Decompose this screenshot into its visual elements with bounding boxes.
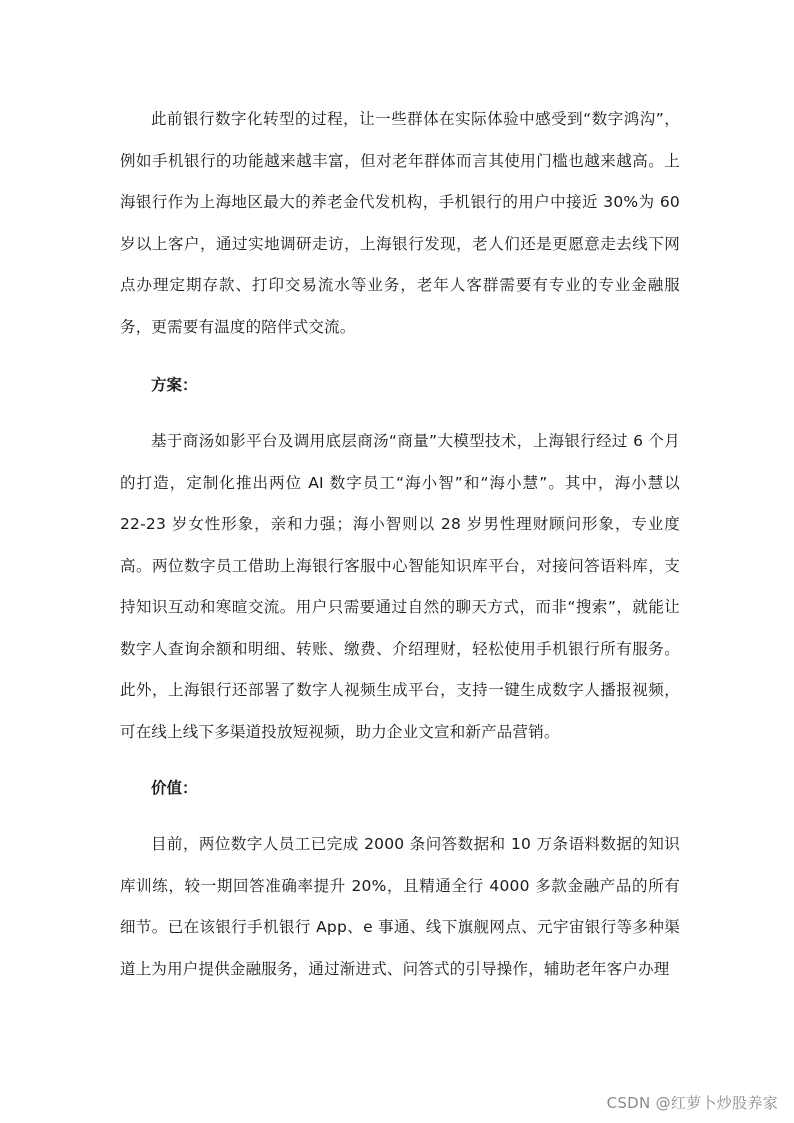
paragraph-value: 目前，两位数字人员工已完成 2000 条问答数据和 10 万条语料数据的知识库训练，较一期回答准确率提升 20%，且精通全行 4000 多款金融产品的所有细节。已在该银行手机银行 App、e 事通、线下旗舰网点、元宇宙银行等多种渠道上为用户提供金融服务，通过渐进式、问答式的引导操作，辅助老年客户办理	[120, 835, 680, 978]
paragraph-background: 此前银行数字化转型的过程，让一些群体在实际体验中感受到“数字鸿沟”，例如手机银行的功能越来越丰富，但对老年群体而言其使用门槛也越来越高。上海银行作为上海地区最大的养老金代发机构，手机银行的用户中接近 30%为 60 岁以上客户，通过实地调研走访，上海银行发现，老人们还是更愿意走去线下网点办理定期存款、打印交易流水等业务，老年人客群需要有专业的专业金融服务，更需要有温度的陪伴式交流。	[120, 110, 680, 336]
csdn-watermark: CSDN @红萝卜炒股养家	[606, 1094, 778, 1112]
paragraph-solution: 基于商汤如影平台及调用底层商汤“商量”大模型技术，上海银行经过 6 个月的打造，定制化推出两位 AI 数字员工“海小智”和“海小慧”。其中，海小慧以 22-23 岁女性形象，亲和力强；海小智则以 28 岁男性理财顾问形象，专业度高。两位数字员工借助上海银行客服中心智能知识库平台，对接问答语料库，支持知识互动和寒暄交流。用户只需要通过自然的聊天方式，而非“搜索”，就能让数字人查询余额和明细、转账、缴费、介绍理财，轻松使用手机银行所有服务。此外，上海银行还部署了数字人视频生成平台，支持一键生成数字人播报视频，可在线上线下多渠道投放短视频，助力企业文宣和新产品营销。	[120, 432, 680, 741]
heading-value: 价值：	[151, 779, 198, 797]
heading-solution: 方案：	[151, 376, 198, 394]
